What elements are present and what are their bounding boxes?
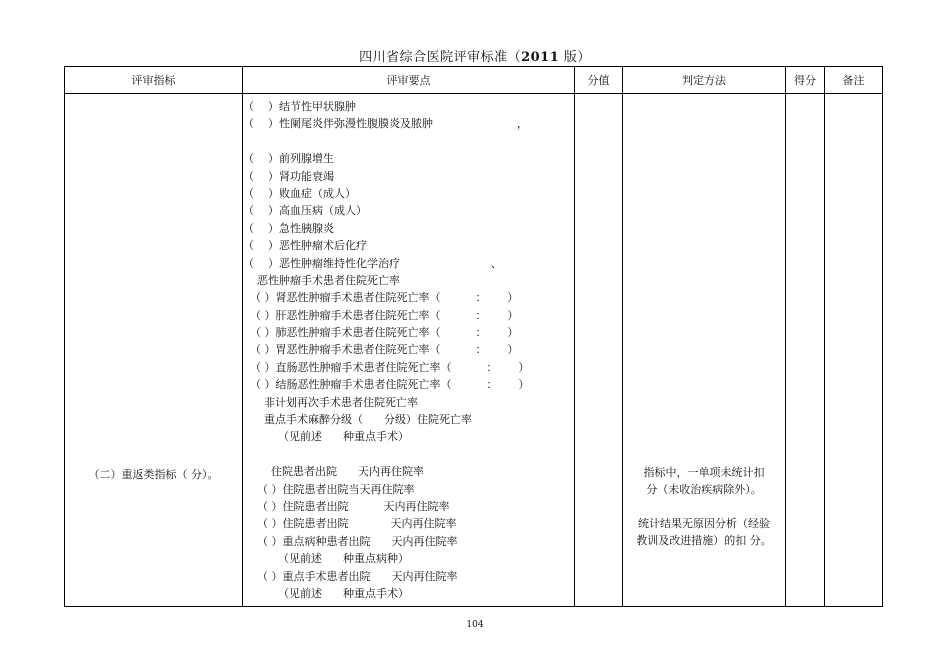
method-rule-2-line: 统计结果无原因分析（经验 <box>638 517 770 530</box>
list-item: （ ）肾恶性肿瘤手术患者住院死亡率（ ： ） <box>243 291 519 305</box>
list-item: 重点手术麻醉分级（ 分级）住院死亡率 <box>243 413 472 427</box>
key-points-cell <box>243 94 575 607</box>
list-item: （ ）重点手术患者出院 天内再住院率 <box>243 569 458 583</box>
list-item: （ ）肺恶性肿瘤手术患者住院死亡率（ ： ） <box>243 326 519 340</box>
list-item: （见前述 种重点手术） <box>243 430 409 444</box>
title-prefix: 四川省综合医院评审标准（ <box>359 50 522 65</box>
header-remarks: 备注 <box>825 67 883 94</box>
indicator-cell <box>65 94 243 607</box>
obtained-score-cell <box>786 94 825 607</box>
page-number: 104 <box>466 620 484 630</box>
list-item: 非计划再次手术患者住院死亡率 <box>243 395 418 409</box>
list-item: （ ）住院患者出院 天内再住院率 <box>243 499 450 513</box>
list-item: （ ）性阑尾炎伴弥漫性腹膜炎及脓肿 ， <box>243 117 528 131</box>
list-item: （ ）恶性肿瘤术后化疗 <box>243 239 367 253</box>
list-item: （ ）结肠恶性肿瘤手术患者住院死亡率（ ： ） <box>243 378 530 392</box>
list-item: （ ）直肠恶性肿瘤手术患者住院死亡率（ ： ） <box>243 360 530 374</box>
list-item: （见前述 种重点手术） <box>243 586 409 600</box>
list-item: （ ）急性胰腺炎 <box>243 221 334 235</box>
title-suffix: 版） <box>559 50 591 65</box>
spacer <box>243 133 574 150</box>
indicator-label: （二）重返类指标（ 分）。 <box>88 468 219 481</box>
table-row <box>65 94 883 607</box>
score-cell <box>575 94 623 607</box>
header-method: 判定方法 <box>623 67 786 94</box>
list-item: （ ）结节性甲状腺肿 <box>243 100 356 113</box>
list-item: （ ）住院患者出院当天再住院率 <box>243 482 415 496</box>
title-year: 2011 <box>521 50 560 65</box>
list-item: （见前述 种重点病种） <box>243 552 409 566</box>
list-item: 住院患者出院 天内再住院率 <box>243 465 424 479</box>
standards-table <box>64 66 883 607</box>
method-rule-2-line: 教训及改进措施）的扣 分。 <box>636 534 772 547</box>
table-header-row <box>65 67 883 94</box>
method-rule-1 <box>627 464 781 498</box>
method-rule-1-line: 分（未收治疾病除外）。 <box>646 483 762 496</box>
list-item: （ ）重点病种患者出院 天内再住院率 <box>243 534 458 548</box>
header-key-points: 评审要点 <box>243 67 575 94</box>
list-item: （ ）肝恶性肿瘤手术患者住院死亡率（ ： ） <box>243 308 519 322</box>
header-obtained-score: 得分 <box>786 67 825 94</box>
header-indicator: 评审指标 <box>65 67 243 94</box>
spacer <box>243 446 574 463</box>
list-item: 恶性肿瘤手术患者住院死亡率 <box>243 273 400 287</box>
remarks-cell <box>825 94 883 607</box>
method-rule-1-line: 指标中，一单项未统计扣 <box>643 466 765 479</box>
list-item: （ ）肾功能衰竭 <box>243 169 334 183</box>
list-item: （ ）败血症（成人） <box>243 186 356 200</box>
list-item: （ ）住院患者出院 天内再住院率 <box>243 517 457 531</box>
key-points-list <box>243 94 574 602</box>
list-item: （ ）前列腺增生 <box>243 152 334 166</box>
page-title <box>0 46 950 65</box>
list-item: （ ）高血压病（成人） <box>243 204 367 218</box>
method-rule-2 <box>627 515 781 549</box>
list-item: （ ）恶性肿瘤维持性化学治疗 、 <box>243 256 502 270</box>
list-item: （ ）胃恶性肿瘤手术患者住院死亡率（ ： ） <box>243 343 519 357</box>
header-score: 分值 <box>575 67 623 94</box>
method-cell <box>623 94 786 607</box>
